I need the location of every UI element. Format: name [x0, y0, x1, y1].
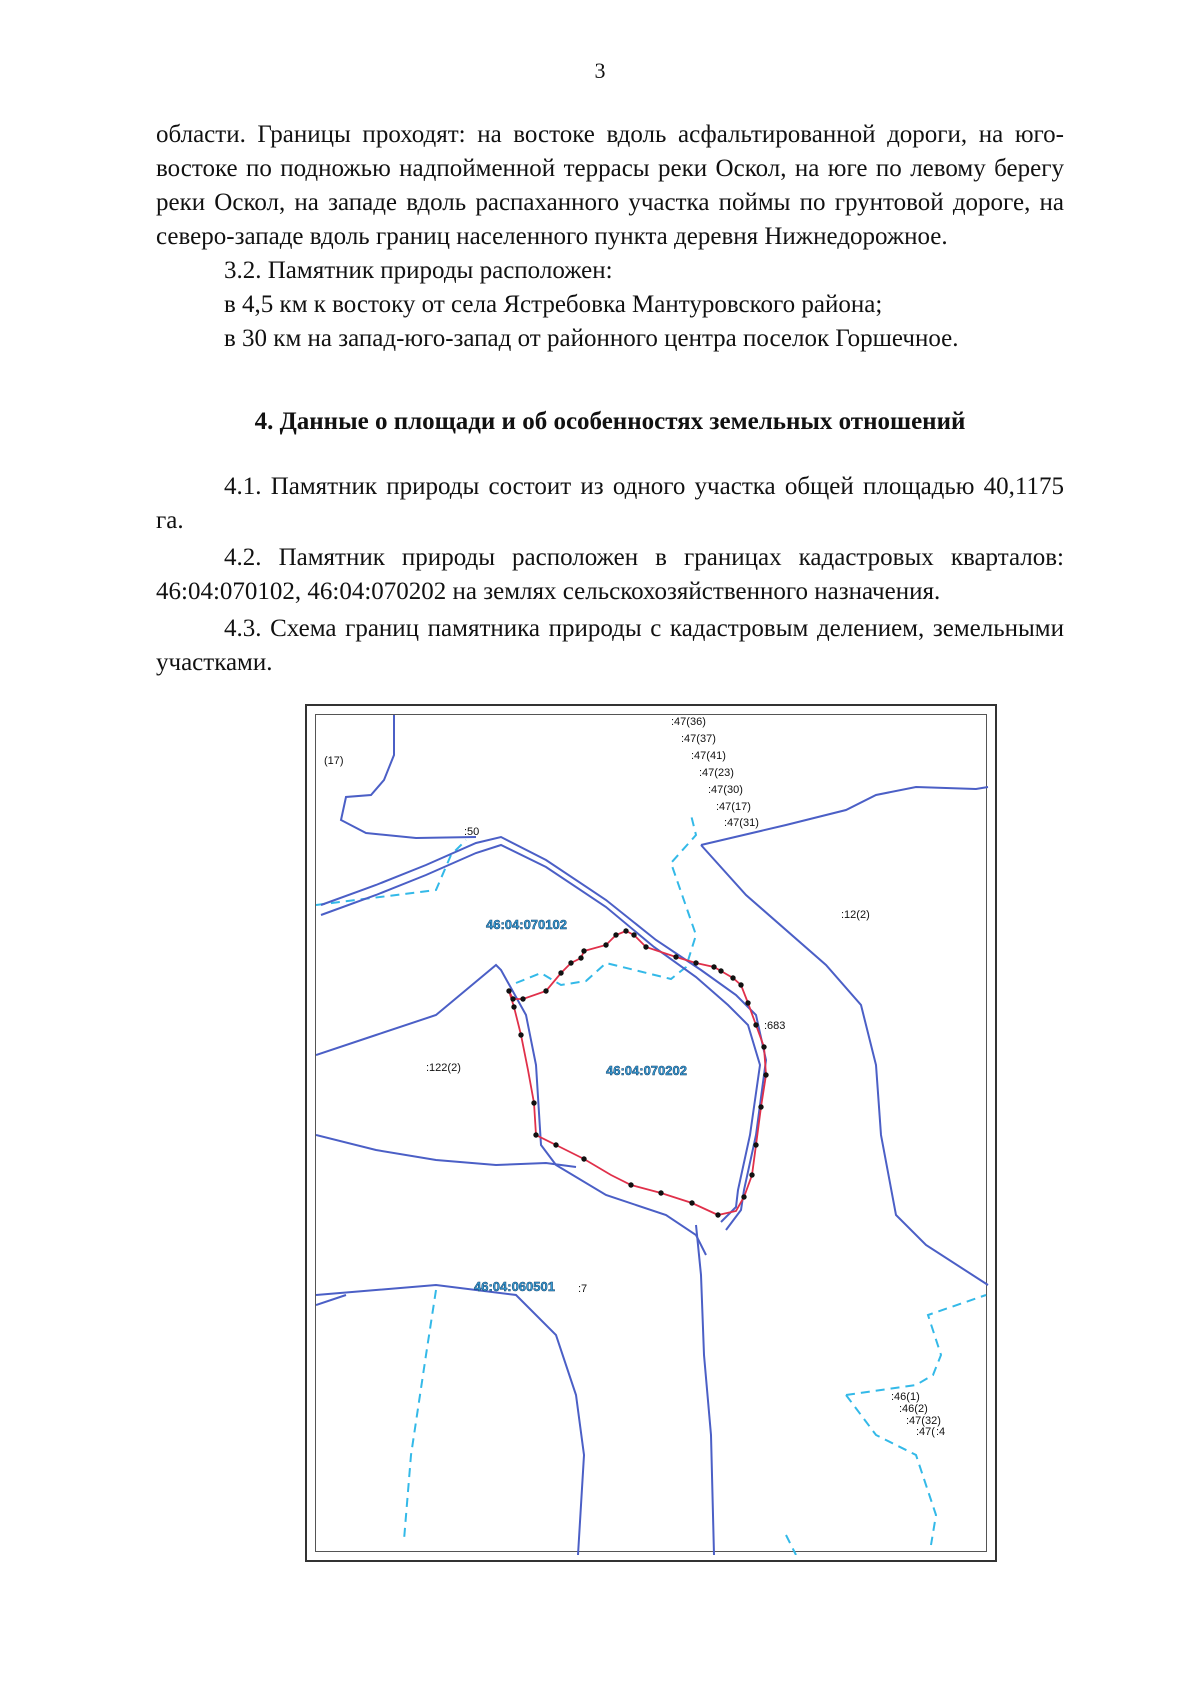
parcel-label-50: :50 [464, 826, 480, 838]
north-label: :47(41) [691, 750, 726, 762]
quarter-boundary-north [316, 840, 466, 905]
parcel-122-south-boundary [316, 1135, 576, 1167]
north-label: :47(31) [724, 817, 759, 829]
parcel-label-12-2: :12(2) [841, 909, 870, 921]
southeast-label: :47( [916, 1426, 935, 1438]
paragraph-4-2: 4.2. Памятник природы расположен в границах кадастровых кварталов: 46:04:070102, 46:04:070202 на землях сельскохозяйственного назначения. [156, 544, 1064, 605]
paragraph-location-2: в 30 км на запад-юго-запад от районного центра поселок Горшечное. [224, 325, 959, 352]
parcel-7-boundary [316, 1225, 714, 1555]
page-number: 3 [594, 58, 606, 83]
cadastral-map-svg [316, 715, 990, 1555]
parcel-122-west-boundary [316, 965, 706, 1255]
north-label: :47(23) [699, 767, 734, 779]
quarter-label-070202: 46:04:070202 [606, 1063, 687, 1078]
quarter-boundary-southeast [786, 1295, 986, 1555]
north-label: :47(36) [671, 716, 706, 728]
quarter-label-070102: 46:04:070102 [486, 917, 567, 932]
southeast-label: :4 [936, 1426, 946, 1438]
parcel-17-boundary [341, 715, 476, 838]
cadastral-map-frame [305, 704, 997, 1562]
parcel-upper-west-line [316, 1295, 346, 1305]
north-label: :47(30) [708, 784, 743, 796]
parcel-label-122-2: :122(2) [426, 1062, 461, 1074]
quarter-boundary-southwest [404, 1290, 436, 1540]
section-4-text [156, 470, 1064, 680]
paragraph-boundaries: области. Границы проходят: на востоке вдоль асфальтированной дороги, на юго-востоке по подножью надпойменной террасы реки Оскол, на юге по левому берегу реки Оскол, на западе вдоль распаханного участка поймы по грунтовой дороге, на северо-западе вдоль границ населенного пункта деревня Нижнедорожное. [156, 121, 1064, 250]
cadastral-map [315, 714, 987, 1552]
paragraph-4-1: 4.1. Памятник природы состоит из одного участка общей площадью 40,1175 га. [156, 473, 1064, 534]
paragraph-3-2: 3.2. Памятник природы расположен: [224, 257, 613, 284]
parcel-12-boundary [701, 787, 988, 1285]
road-boundary-left [321, 837, 766, 1230]
southeast-label: :46(2) [899, 1403, 928, 1415]
southeast-label: :47(32) [906, 1415, 941, 1427]
road-boundary-right [321, 845, 760, 1222]
parcel-label-7: :7 [578, 1283, 588, 1295]
parcel-label-683: :683 [764, 1020, 786, 1032]
section-heading: 4. Данные о площади и об особенностях земельных отношений [254, 408, 966, 435]
paragraph-4-3: 4.3. Схема границ памятника природы с кадастровым делением, земельными участками. [156, 615, 1064, 676]
body-text [156, 118, 1064, 356]
paragraph-location-1: в 4,5 км к востоку от села Ястребовка Мантуровского района; [224, 291, 883, 318]
quarter-label-060501: 46:04:060501 [474, 1279, 555, 1294]
north-label: :47(17) [716, 801, 751, 813]
parcel-label-17: (17) [324, 755, 344, 767]
north-label: :47(37) [681, 733, 716, 745]
southeast-label: :46(1) [891, 1391, 920, 1403]
